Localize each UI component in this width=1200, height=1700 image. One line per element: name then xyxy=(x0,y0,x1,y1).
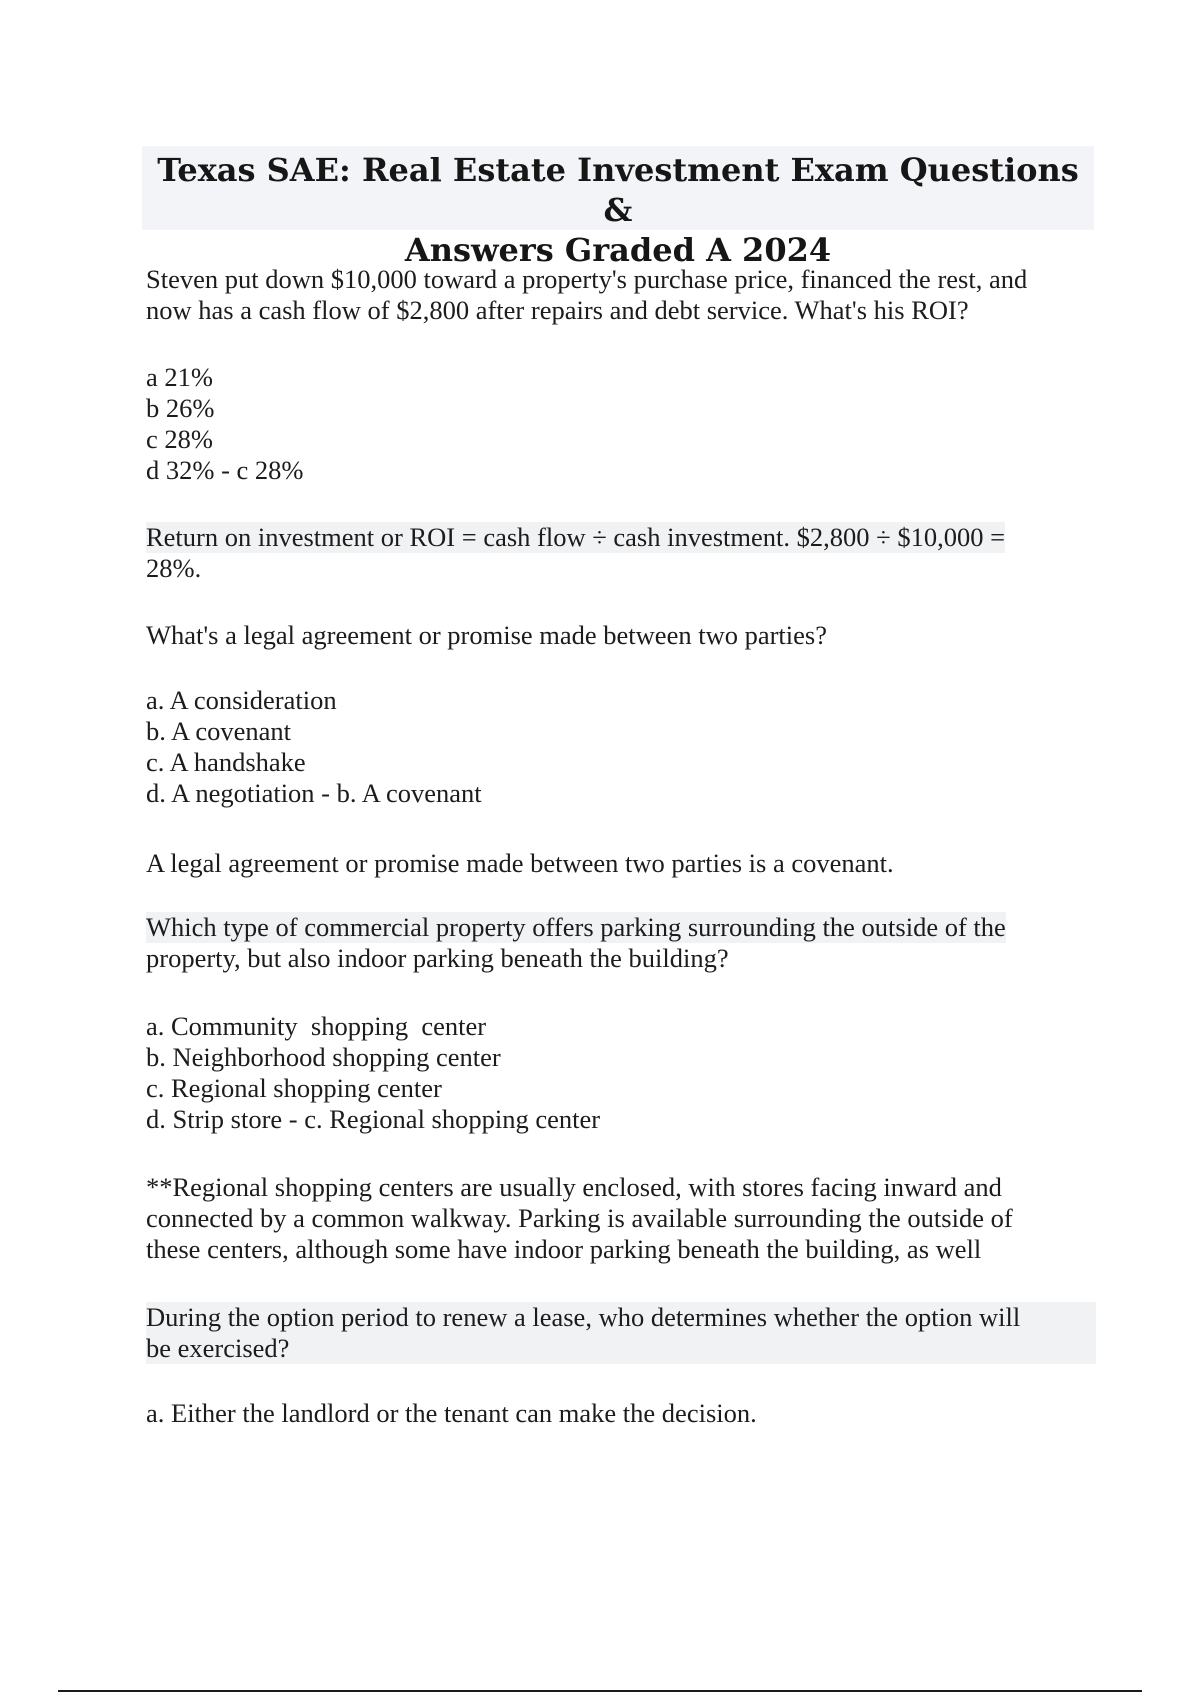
question-3-option-c: c. Regional shopping center xyxy=(146,1073,442,1103)
question-3-option-d: d. Strip store - c. Regional shopping center xyxy=(146,1104,601,1134)
question-1-option-c: c 28% xyxy=(146,424,213,454)
question-2-option-d: d. A negotiation - b. A covenant xyxy=(146,778,482,808)
question-3-options xyxy=(146,1011,1096,1135)
question-1-options xyxy=(146,362,1096,486)
question-3-option-a: a. Community shopping center xyxy=(146,1011,487,1041)
question-3-explanation-line-1: **Regional shopping centers are usually enclosed, with stores facing inward and xyxy=(146,1172,1002,1202)
question-2-option-c: c. A handshake xyxy=(146,747,306,777)
title-line-1: Texas SAE: Real Estate Investment Exam Questions & xyxy=(157,151,1079,229)
question-2-option-a: a. A consideration xyxy=(146,685,337,715)
question-4-option-a: a. Either the landlord or the tenant can make the decision. xyxy=(146,1398,757,1428)
question-2-prompt-line-1: What's a legal agreement or promise made between two parties? xyxy=(146,620,827,650)
question-4-prompt xyxy=(146,1302,1096,1364)
footer-rule xyxy=(58,1690,1142,1692)
question-4-prompt-line-2: be exercised? xyxy=(146,1333,290,1363)
question-1-prompt-line-1: Steven put down $10,000 toward a property's purchase price, financed the rest, and xyxy=(146,264,1028,294)
question-2-options xyxy=(146,685,1096,809)
question-3-option-b: b. Neighborhood shopping center xyxy=(146,1042,501,1072)
question-1-prompt xyxy=(146,264,1096,326)
question-2-option-b: b. A covenant xyxy=(146,716,291,746)
question-1-option-d: d 32% - c 28% xyxy=(146,455,304,485)
title-line-2: Answers Graded A 2024 xyxy=(404,231,832,269)
question-3-prompt-line-2: property, but also indoor parking beneath the building? xyxy=(146,943,729,973)
question-1-explanation-line-1: Return on investment or ROI = cash flow ÷ cash investment. $2,800 ÷ $10,000 = xyxy=(146,522,1006,552)
question-3-prompt-line-1: Which type of commercial property offers parking surrounding the outside of the xyxy=(146,912,1006,942)
question-3-explanation-line-3: these centers, although some have indoor parking beneath the building, as well xyxy=(146,1234,982,1264)
question-2-prompt xyxy=(146,620,1096,651)
question-1-option-a: a 21% xyxy=(146,362,213,392)
question-3-prompt xyxy=(146,912,1096,974)
question-3-explanation xyxy=(146,1172,1096,1265)
question-1-explanation xyxy=(146,522,1096,584)
question-3-explanation-line-2: connected by a common walkway. Parking is available surrounding the outside of xyxy=(146,1203,1013,1233)
question-1-explanation-line-2: 28%. xyxy=(146,553,202,583)
document-title xyxy=(142,146,1094,269)
question-2-explanation xyxy=(146,848,1096,879)
question-1-prompt-line-2: now has a cash flow of $2,800 after repairs and debt service. What's his ROI? xyxy=(146,295,969,325)
question-2-explanation-line-1: A legal agreement or promise made between two parties is a covenant. xyxy=(146,848,894,878)
question-1-option-b: b 26% xyxy=(146,393,215,423)
question-4-prompt-line-1: During the option period to renew a lease, who determines whether the option will xyxy=(146,1302,1021,1332)
question-4-options xyxy=(146,1398,1096,1429)
